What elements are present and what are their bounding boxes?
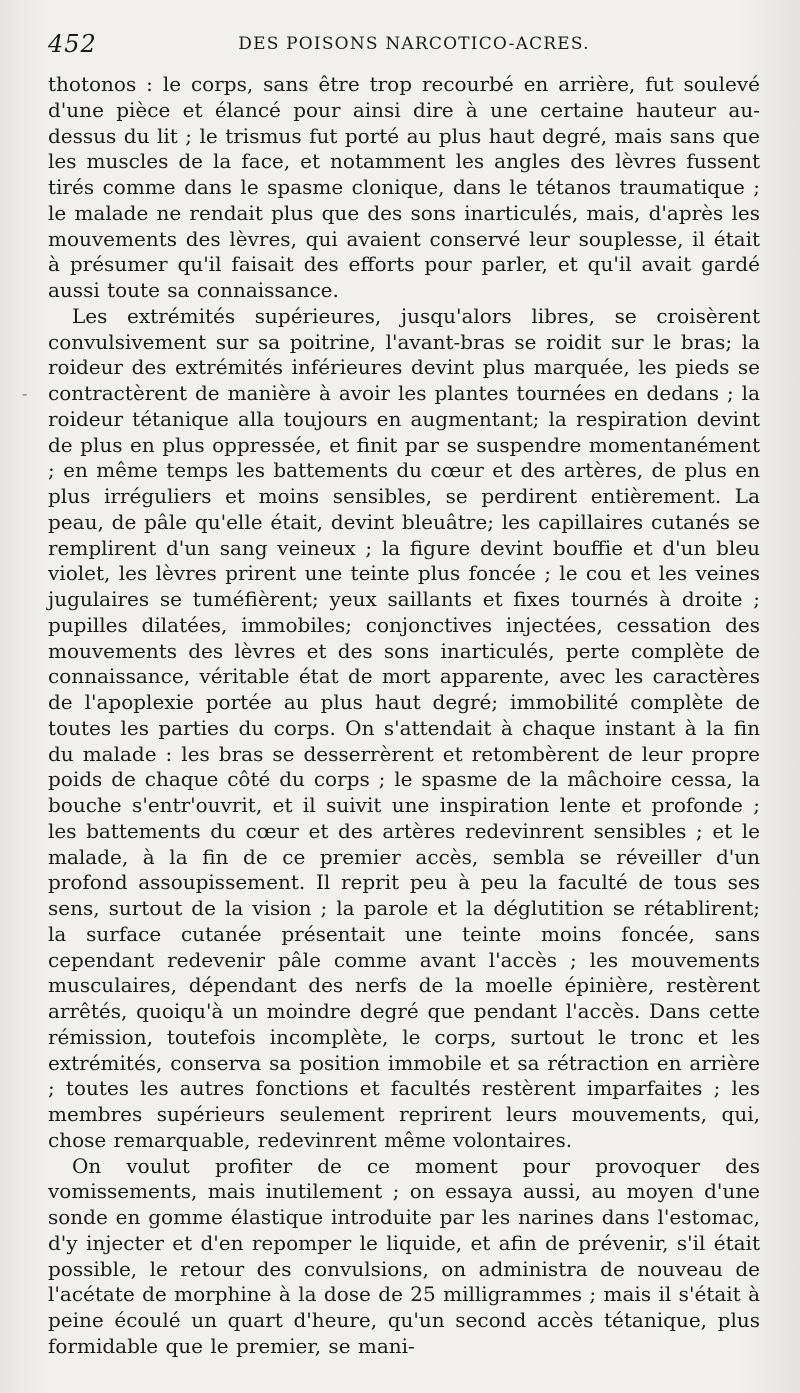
page-number: 452 [48,30,97,58]
paragraph: On voulut profiter de ce moment pour provoquer des vomissements, mais inutilement ; on essaya aussi, au moyen d'une sonde en gomme élastique introduite par les narines dans l'estomac, d'y injecter et d'en repomper le liquide, et afin de prévenir, s'il était possible, le retour des convulsions, on administra de nouveau de l'acétate de morphine à la dose de 25 milligrammes ; mais il s'était à peine écoulé un quart d'heure, qu'un second accès tétanique, plus formidable que le premier, se mani- [48,1153,760,1358]
paragraph-continued: thotonos : le corps, sans être trop recourbé en arrière, fut soulevé d'une pièce et élancé pour ainsi dire à une certaine hauteur au-dessus du lit ; le trismus fut porté au plus haut degré, mais sans que les muscles de la face, et notamment les angles des lèvres fussent tirés comme dans le spasme clonique, dans le tétanos traumatique ; le malade ne rendait plus que des sons inarticulés, mais, d'après les mouvements des lèvres, qui avaient conservé leur souplesse, il était à présumer qu'il faisait des efforts pour parler, et qu'il avait gardé aussi toute sa connaissance. [48,72,760,302]
paragraph: Les extrémités supérieures, jusqu'alors libres, se croisèrent convulsivement sur sa poitrine, l'avant-bras se roidit sur le bras; la roideur des extrémités inférieures devint plus marquée, les pieds se contractèrent de manière à avoir les plantes tournées en dedans ; la roideur tétanique alla toujours en augmentant; la respiration devint de plus en plus oppressée, et finit par se suspendre momentanément ; en même temps les battements du cœur et des artères, de plus en plus irréguliers et moins sensibles, se perdirent entièrement. La peau, de pâle qu'elle était, devint bleuâtre; les capillaires cutanés se remplirent d'un sang veineux ; la figure devint bouffie et d'un bleu violet, les lèvres prirent une teinte plus foncée ; le cou et les veines jugulaires se tuméfièrent; yeux saillants et fixes tournés à droite ; pupilles dilatées, immobiles; conjonctives injectées, cessation des mouvements des lèvres et des sons inarticulés, perte complète de connaissance, véritable état de mort apparente, avec les caractères de l'apoplexie portée au plus haut degré; immobilité complète de toutes les parties du corps. On s'attendait à chaque instant à la fin du malade : les bras se desserrèrent et retombèrent de leur propre poids de chaque côté du corps ; le spasme de la mâchoire cessa, la bouche s'entr'ouvrit, et il suivit une inspiration lente et profonde ; les battements du cœur et des artères redevinrent sensibles ; et le malade, à la fin de ce premier accès, sembla se réveiller d'un profond assoupissement. Il reprit peu à peu la faculté de tous ses sens, surtout de la vision ; la parole et la déglutition se rétablirent; la surface cutanée présentait une teinte moins foncée, sans cependant redevenir pâle comme avant l'accès ; les mouvements musculaires, dépendant des nerfs de la moelle épinière, restèrent arrêtés, quoiqu'à un moindre degré que pendant l'accès. Dans cette rémission, toutefois incomplète, le corps, surtout le tronc et les extrémités, conserva sa position immobile et sa rétraction en arrière ; toutes les autres fonctions et facultés restèrent imparfaites ; les membres supérieurs seulement reprirent leurs mouvements, qui, chose remarquable, redevinrent même volontaires. [48,303,760,1152]
body-text [48,72,760,1360]
running-title: DES POISONS NARCOTICO-ACRES. [238,34,590,54]
page-header [48,30,760,64]
margin-dash: - [22,384,28,403]
